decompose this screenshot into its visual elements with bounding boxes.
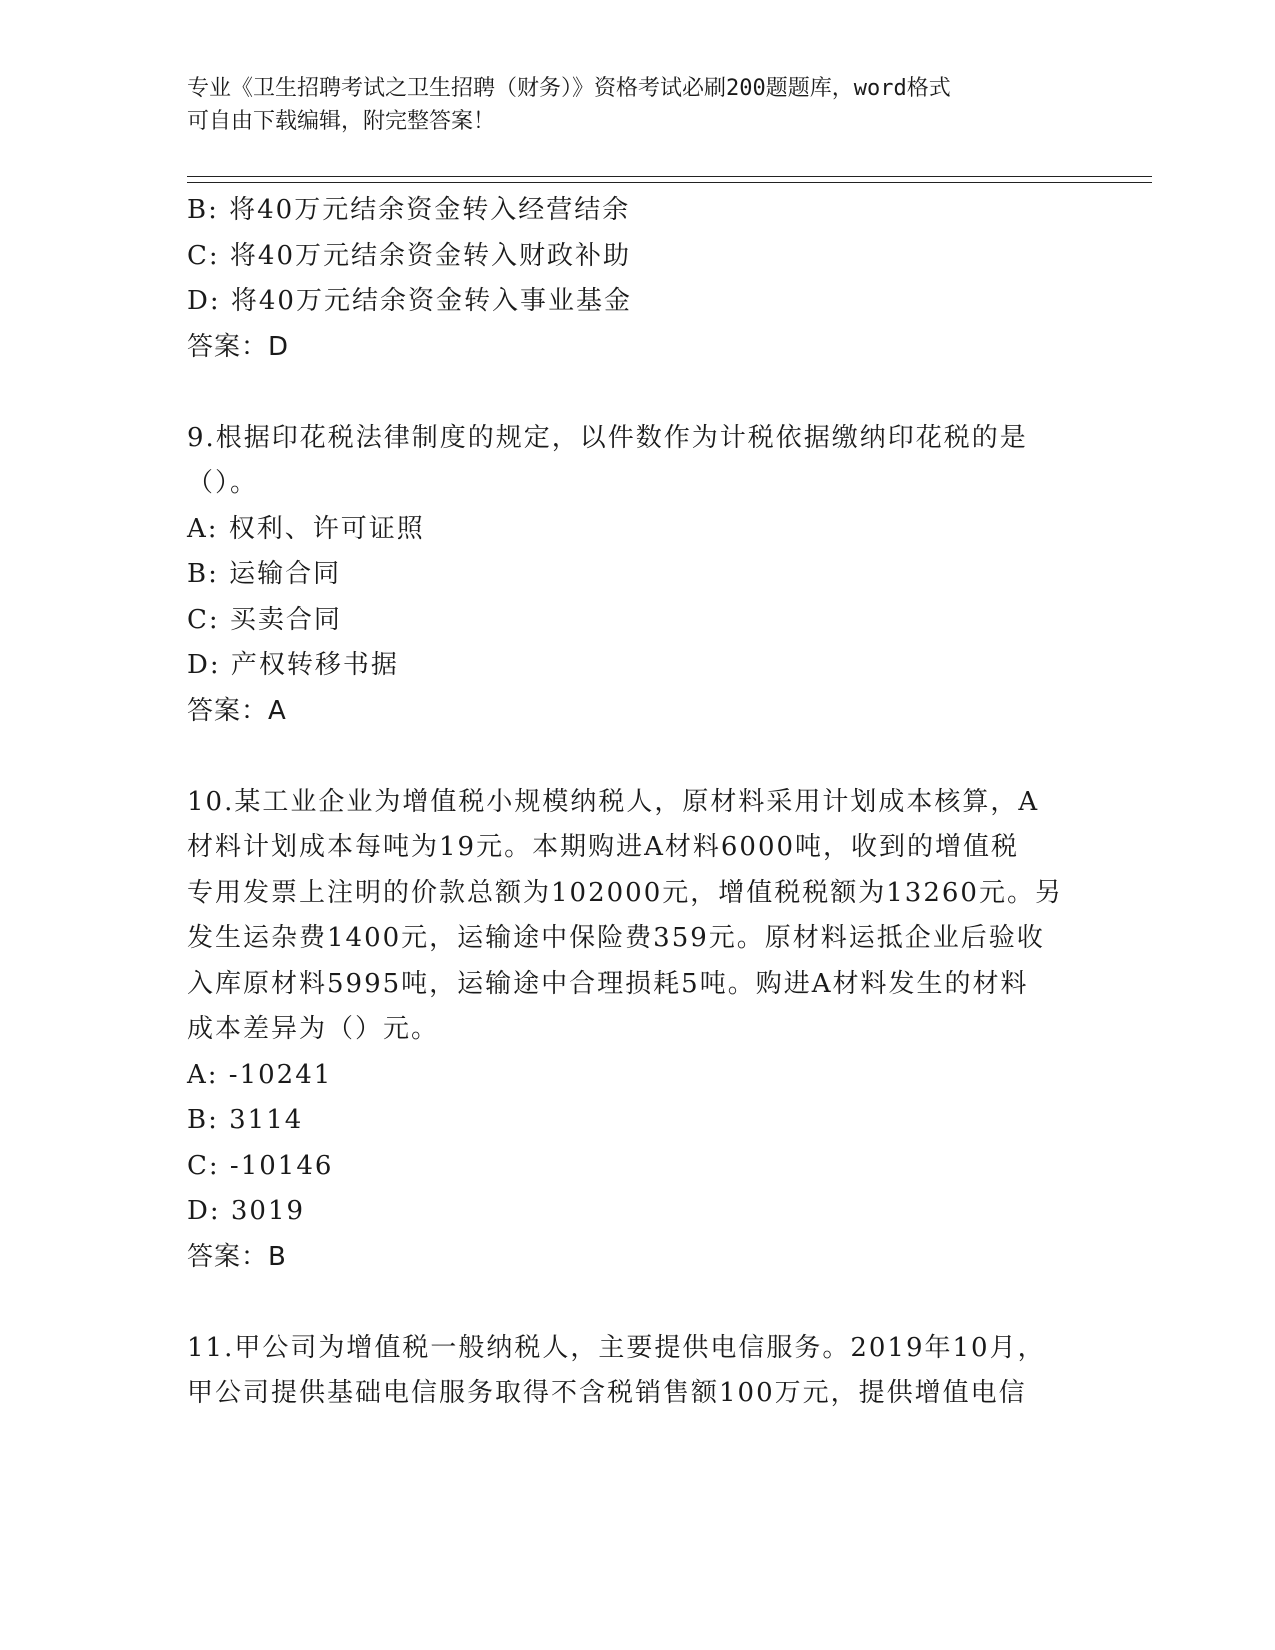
question-stem-line: 专用发票上注明的价款总额为102000元，增值税税额为13260元。另 — [187, 877, 1063, 908]
option-c: C: -10146 — [187, 1150, 334, 1181]
option-b: B: 将40万元结余资金转入经营结余 — [187, 195, 631, 225]
question-stem-line: 9.根据印花税法律制度的规定，以件数作为计税依据缴纳印花税的是 — [187, 422, 1028, 453]
answer: 答案：D — [187, 331, 290, 362]
document-header — [187, 72, 1067, 138]
question-8-tail — [187, 188, 1087, 370]
header-line-1: 专业《卫生招聘考试之卫生招聘（财务）》资格考试必刷200题题库，word格式 — [187, 76, 951, 101]
header-line-2: 可自由下载编辑，附完整答案！ — [187, 109, 496, 134]
option-d: D: 3019 — [187, 1196, 306, 1226]
question-stem-line: 成本差异为（）元。 — [187, 1014, 440, 1044]
answer: 答案：A — [187, 695, 287, 726]
option-c: C: 买卖合同 — [187, 604, 342, 635]
option-d: D: 将40万元结余资金转入事业基金 — [187, 286, 632, 316]
question-10 — [187, 780, 1087, 1281]
option-c: C: 将40万元结余资金转入财政补助 — [187, 240, 632, 271]
option-d: D: 产权转移书据 — [187, 650, 399, 680]
option-a: A: 权利、许可证照 — [187, 513, 425, 544]
answer: 答案：B — [187, 1241, 287, 1272]
question-stem-line: 11.甲公司为增值税一般纳税人，主要提供电信服务。2019年10月， — [187, 1332, 1046, 1363]
header-divider-top — [187, 176, 1152, 177]
question-stem-line: 发生运杂费1400元，运输途中保险费359元。原材料运抵企业后验收 — [187, 923, 1045, 953]
question-11 — [187, 1326, 1087, 1417]
question-stem-line: （）。 — [187, 468, 259, 498]
document-body — [187, 188, 1087, 1417]
option-b: B: 运输合同 — [187, 559, 342, 589]
header-divider-bottom — [187, 182, 1152, 183]
question-stem-line: 10.某工业企业为增值税小规模纳税人，原材料采用计划成本核算，A — [187, 786, 1040, 817]
question-9 — [187, 416, 1087, 735]
option-b: B: 3114 — [187, 1105, 304, 1135]
option-a: A: -10241 — [187, 1059, 333, 1090]
question-stem-line: 甲公司提供基础电信服务取得不含税销售额100万元，提供增值电信 — [187, 1378, 1027, 1408]
question-stem-line: 入库原材料5995吨，运输途中合理损耗5吨。购进A材料发生的材料 — [187, 968, 1029, 999]
question-stem-line: 材料计划成本每吨为19元。本期购进A材料6000吨，收到的增值税 — [187, 832, 1020, 862]
